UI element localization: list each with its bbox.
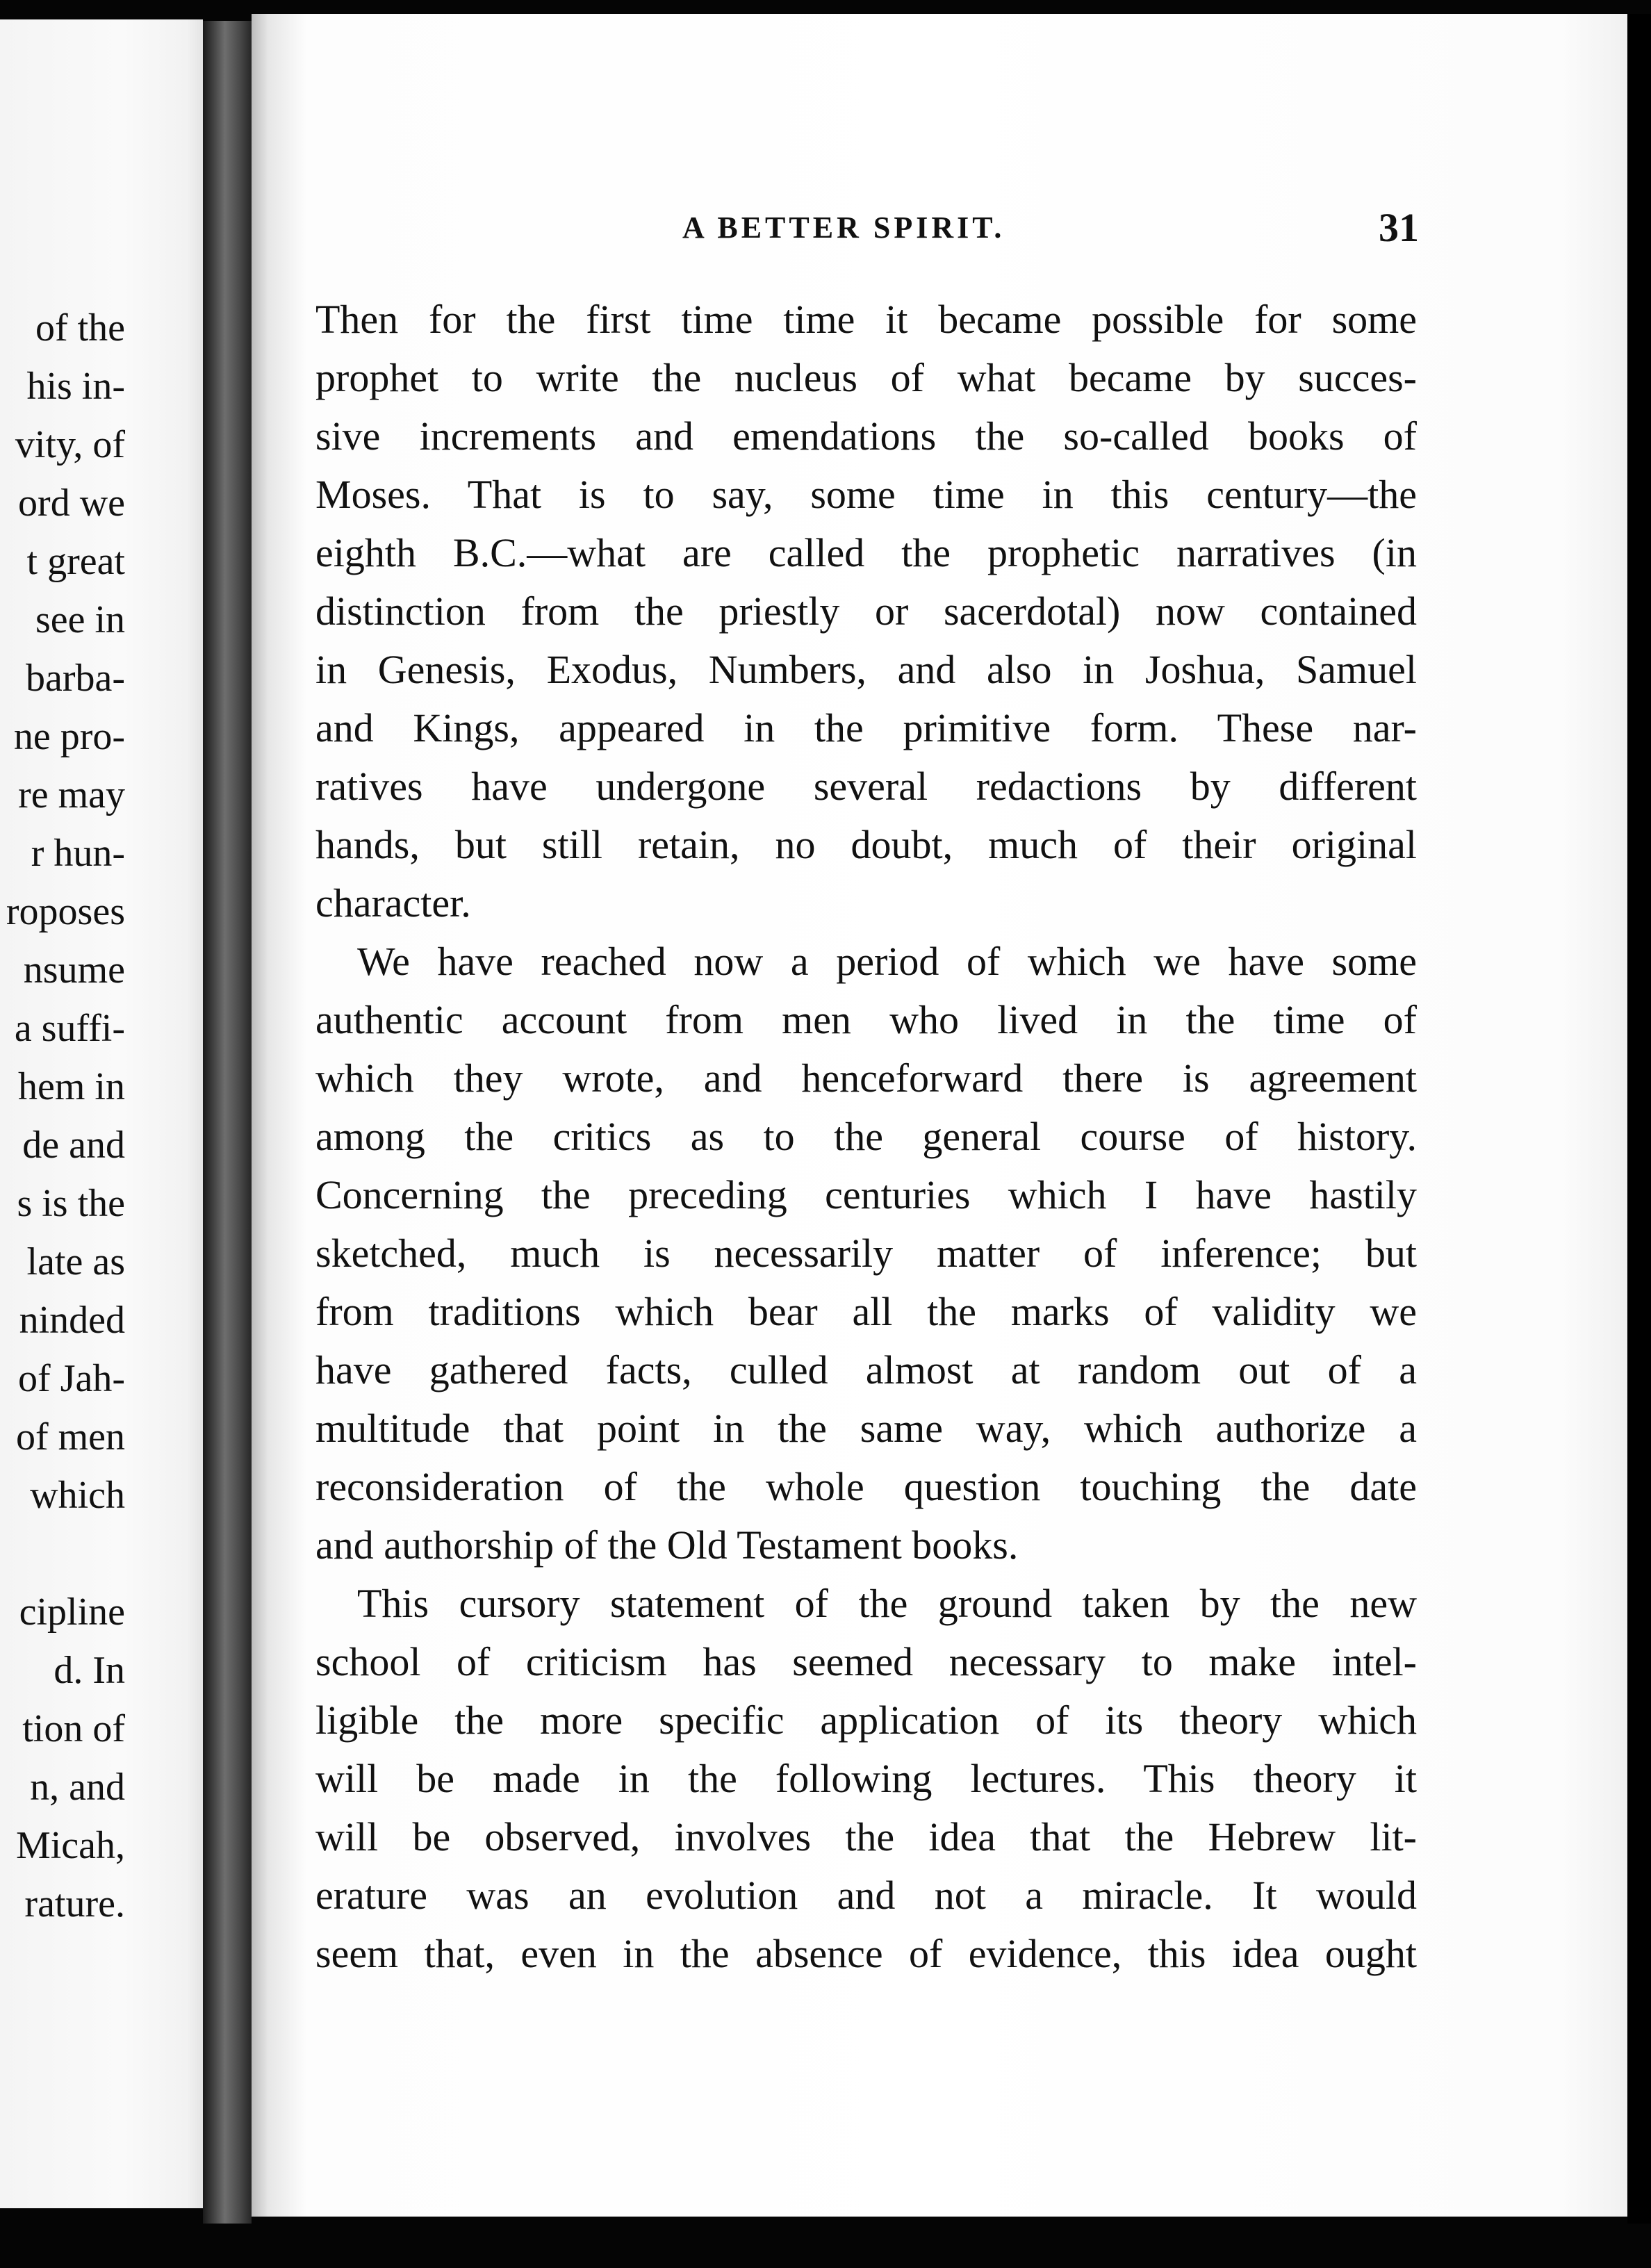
text-line: hands, but still retain, no doubt, much of their original [315, 822, 1417, 867]
previous-page-line: d. In [54, 1649, 125, 1692]
text-line: reconsideration of the whole question touching the date [315, 1464, 1417, 1509]
previous-page-line: of Jah- [18, 1357, 125, 1400]
previous-page-line: of men [15, 1415, 125, 1458]
previous-page-line: n, and [30, 1766, 125, 1809]
previous-page-line: roposes [6, 890, 125, 933]
text-line: distinction from the priestly or sacerdotal) now contained [315, 589, 1417, 634]
text-line: from traditions which bear all the marks of validity we [315, 1289, 1417, 1334]
book-gutter [203, 21, 252, 2224]
running-head-title: A BETTER SPIRIT. [682, 211, 1005, 245]
page-number: 31 [1379, 205, 1419, 250]
text-line: in Genesis, Exodus, Numbers, and also in Joshua, Samuel [315, 647, 1417, 692]
previous-page-line: re may [18, 773, 125, 816]
text-line: eighth B.C.—what are called the prophetic narratives (in [315, 530, 1417, 575]
previous-page-line: vity, of [15, 423, 125, 466]
text-line: prophet to write the nucleus of what became by succes- [315, 355, 1417, 400]
previous-page-line: s is the [17, 1182, 125, 1225]
text-line: authentic account from men who lived in the time of [315, 997, 1417, 1042]
previous-page-line: late as [26, 1240, 125, 1283]
text-line: sketched, much is necessarily matter of inference; but [315, 1231, 1417, 1276]
text-line: ratives have undergone several redactions by different [315, 764, 1417, 809]
text-line: Then for the first time time it became possible for some [315, 297, 1417, 342]
previous-page-line: de and [22, 1124, 125, 1167]
previous-page-line: which [30, 1474, 125, 1517]
body-text [315, 290, 1417, 1983]
previous-page-line: ne pro- [13, 715, 125, 758]
text-line: which they wrote, and henceforward there is agreement [315, 1055, 1417, 1101]
text-line: school of criticism has seemed necessary to make intel- [315, 1639, 1417, 1684]
current-page [252, 14, 1630, 2217]
previous-page-line: his in- [26, 365, 125, 408]
previous-page-line: cipline [19, 1591, 125, 1634]
text-line: Concerning the preceding centuries which I have hastily [315, 1172, 1417, 1217]
previous-page-line: Micah, [15, 1824, 125, 1867]
text-line: ligible the more specific application of its theory which [315, 1698, 1417, 1743]
text-line: will be observed, involves the idea that the Hebrew lit- [315, 1814, 1417, 1859]
text-line: and Kings, appeared in the primitive form. These nar- [315, 705, 1417, 750]
previous-page-line: ord we [18, 482, 125, 525]
text-line: This cursory statement of the ground taken by the new [357, 1581, 1417, 1626]
previous-page-line: see in [35, 598, 125, 641]
paragraph [315, 290, 1417, 932]
text-line: and authorship of the Old Testament books. [315, 1522, 1019, 1568]
text-line: multitude that point in the same way, which authorize a [315, 1406, 1417, 1451]
previous-page-line: tion of [22, 1707, 125, 1750]
previous-page-text [6, 299, 125, 1933]
text-line: have gathered facts, culled almost at random out of a [315, 1347, 1417, 1392]
text-line: will be made in the following lectures. This theory it [315, 1756, 1417, 1801]
previous-page-line: of the [35, 306, 125, 350]
previous-page-line [6, 1525, 125, 1583]
page-edge-shadow [1627, 14, 1651, 2224]
previous-page-line: rature. [24, 1882, 125, 1925]
running-head [252, 200, 1630, 256]
previous-page-line: hem in [18, 1065, 125, 1108]
previous-page-line: nsume [23, 948, 125, 992]
previous-page-line: barba- [25, 657, 125, 700]
previous-page-line: ninded [19, 1299, 125, 1342]
paragraph [315, 1575, 1417, 1983]
previous-page-line: a suffi- [14, 1007, 125, 1050]
text-line: sive increments and emendations the so-called books of [315, 413, 1417, 459]
text-line: We have reached now a period of which we have some [357, 939, 1417, 984]
text-line: erature was an evolution and not a miracle. It would [315, 1873, 1417, 1918]
text-line: seem that, even in the absence of evidence, this idea ought [315, 1931, 1417, 1976]
previous-page-line: r hun- [31, 832, 125, 875]
previous-page-fragment [0, 19, 203, 2208]
text-line: Moses. That is to say, some time in this century—the [315, 472, 1417, 517]
paragraph [315, 932, 1417, 1575]
text-line: character. [315, 880, 471, 926]
text-line: among the critics as to the general course of history. [315, 1114, 1417, 1159]
previous-page-line: t great [26, 540, 125, 583]
